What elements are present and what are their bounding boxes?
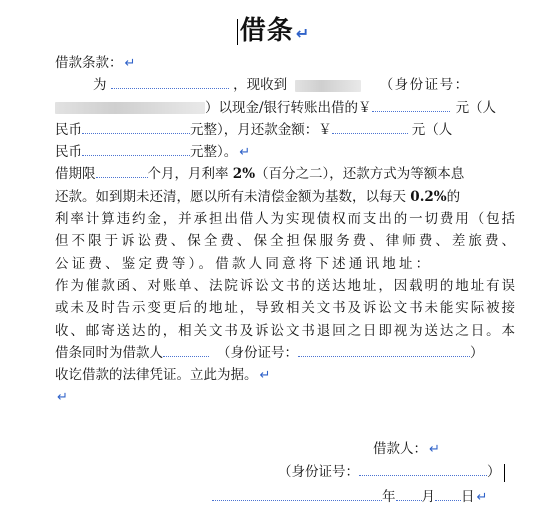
text: 元（人 bbox=[411, 121, 453, 138]
date-line[interactable] bbox=[212, 486, 487, 509]
signature-id-label: （身份证号： bbox=[278, 464, 359, 480]
text: （身份证号： bbox=[217, 344, 298, 361]
text: 元（人 bbox=[455, 99, 497, 116]
signature-id-line[interactable] bbox=[278, 461, 505, 483]
year-blank[interactable] bbox=[212, 486, 382, 501]
text: （身份证号： bbox=[379, 77, 470, 94]
return-mark-icon: ↵ bbox=[259, 368, 271, 384]
text: 为 bbox=[93, 77, 107, 94]
text-cursor bbox=[237, 19, 238, 45]
paragraph2-line3: 利率计算违约金，并承担出借人为实现债权而支出的一切费用（包括 bbox=[55, 211, 515, 228]
monthly-payment-blank[interactable] bbox=[332, 119, 408, 134]
month-blank[interactable] bbox=[396, 486, 422, 501]
text: 收讫借款的法律凭证。立此为据。 bbox=[55, 367, 258, 384]
paragraph1-line4 bbox=[55, 141, 515, 163]
loan-term-blank[interactable] bbox=[96, 163, 148, 178]
empty-line bbox=[55, 386, 515, 408]
text: 借条同时为借款人 bbox=[55, 344, 163, 361]
text: 还款。如到期未还清，愿以所有未清偿金额为基数，以每天 bbox=[55, 188, 406, 205]
loan-amount-blank[interactable] bbox=[372, 97, 450, 112]
return-mark-icon: ↵ bbox=[295, 24, 311, 43]
paragraph2-line5 bbox=[55, 253, 515, 275]
return-mark-icon: ↵ bbox=[239, 145, 251, 161]
paragraph2-line6: 作为催款函、对账单、法院诉讼文书的送达地址，因载明的地址有误 bbox=[55, 277, 515, 294]
text: ） bbox=[470, 344, 484, 361]
text: 借期限 bbox=[55, 166, 96, 183]
borrower-name-blank[interactable] bbox=[163, 342, 209, 357]
title-text: 借条 bbox=[239, 16, 294, 46]
text: 公证费、鉴定费等）。借款人同意将下述通讯地址： bbox=[55, 255, 433, 272]
day-label: 日 bbox=[461, 489, 475, 505]
text: 元整）。 bbox=[190, 144, 238, 161]
return-mark-icon: ↵ bbox=[476, 490, 488, 505]
daily-rate: 0.2% bbox=[410, 188, 447, 205]
lender-name-blank[interactable] bbox=[111, 74, 229, 89]
borrower-signature-line[interactable] bbox=[373, 438, 440, 461]
text-cursor bbox=[504, 464, 505, 482]
redacted-name bbox=[295, 80, 361, 92]
document-title bbox=[0, 10, 553, 47]
day-blank[interactable] bbox=[435, 486, 461, 501]
return-mark-icon: ↵ bbox=[57, 390, 68, 406]
paragraph2-line2 bbox=[55, 186, 515, 208]
text: 的 bbox=[446, 188, 461, 205]
return-mark-icon: ↵ bbox=[124, 56, 136, 71]
text: （百分之二），还款方式为等额本息 bbox=[255, 166, 465, 183]
paragraph2-line1 bbox=[55, 163, 515, 185]
paragraph2-line7: 或未及时告示变更后的地址，导致相关文书及诉讼文书未能实际被接 bbox=[55, 300, 515, 317]
intro-text: 借款条款： bbox=[55, 55, 123, 71]
borrower-id-blank[interactable] bbox=[298, 342, 470, 357]
paragraph2-line10 bbox=[55, 364, 515, 386]
text: 元整），月还款金额：￥ bbox=[190, 121, 332, 138]
paragraph1-line2 bbox=[55, 97, 515, 119]
paragraph2-line8: 收、邮寄送达的，相关文书及诉讼文书退回之日即视为送达之日。本 bbox=[55, 322, 515, 339]
borrower-label: 借款人： bbox=[373, 441, 427, 457]
text: 民币 bbox=[55, 121, 82, 138]
text: 个月，月利率 bbox=[147, 166, 229, 183]
paragraph1-line3 bbox=[55, 119, 515, 141]
document-body[interactable] bbox=[55, 52, 515, 409]
intro-line bbox=[55, 52, 515, 74]
loan-amount-words-blank[interactable] bbox=[82, 119, 190, 134]
monthly-rate: 2% bbox=[232, 166, 256, 183]
text: ）以现金/银行转账出借的￥ bbox=[205, 99, 372, 116]
paragraph2-line4: 但不限于诉讼费、保全费、保全担保服务费、律师费、差旅费、 bbox=[55, 233, 515, 250]
text: 民币 bbox=[55, 144, 82, 161]
text: ） bbox=[487, 464, 501, 480]
paragraph2-line9 bbox=[55, 342, 515, 364]
return-mark-icon: ↵ bbox=[429, 442, 440, 457]
paragraph1-line1 bbox=[55, 74, 515, 96]
month-label: 月 bbox=[421, 489, 435, 505]
monthly-payment-words-blank[interactable] bbox=[82, 141, 190, 156]
redacted-id-number bbox=[55, 102, 205, 114]
year-label: 年 bbox=[382, 489, 396, 505]
text: ，现收到 bbox=[233, 77, 288, 94]
signature-id-blank[interactable] bbox=[359, 461, 487, 476]
